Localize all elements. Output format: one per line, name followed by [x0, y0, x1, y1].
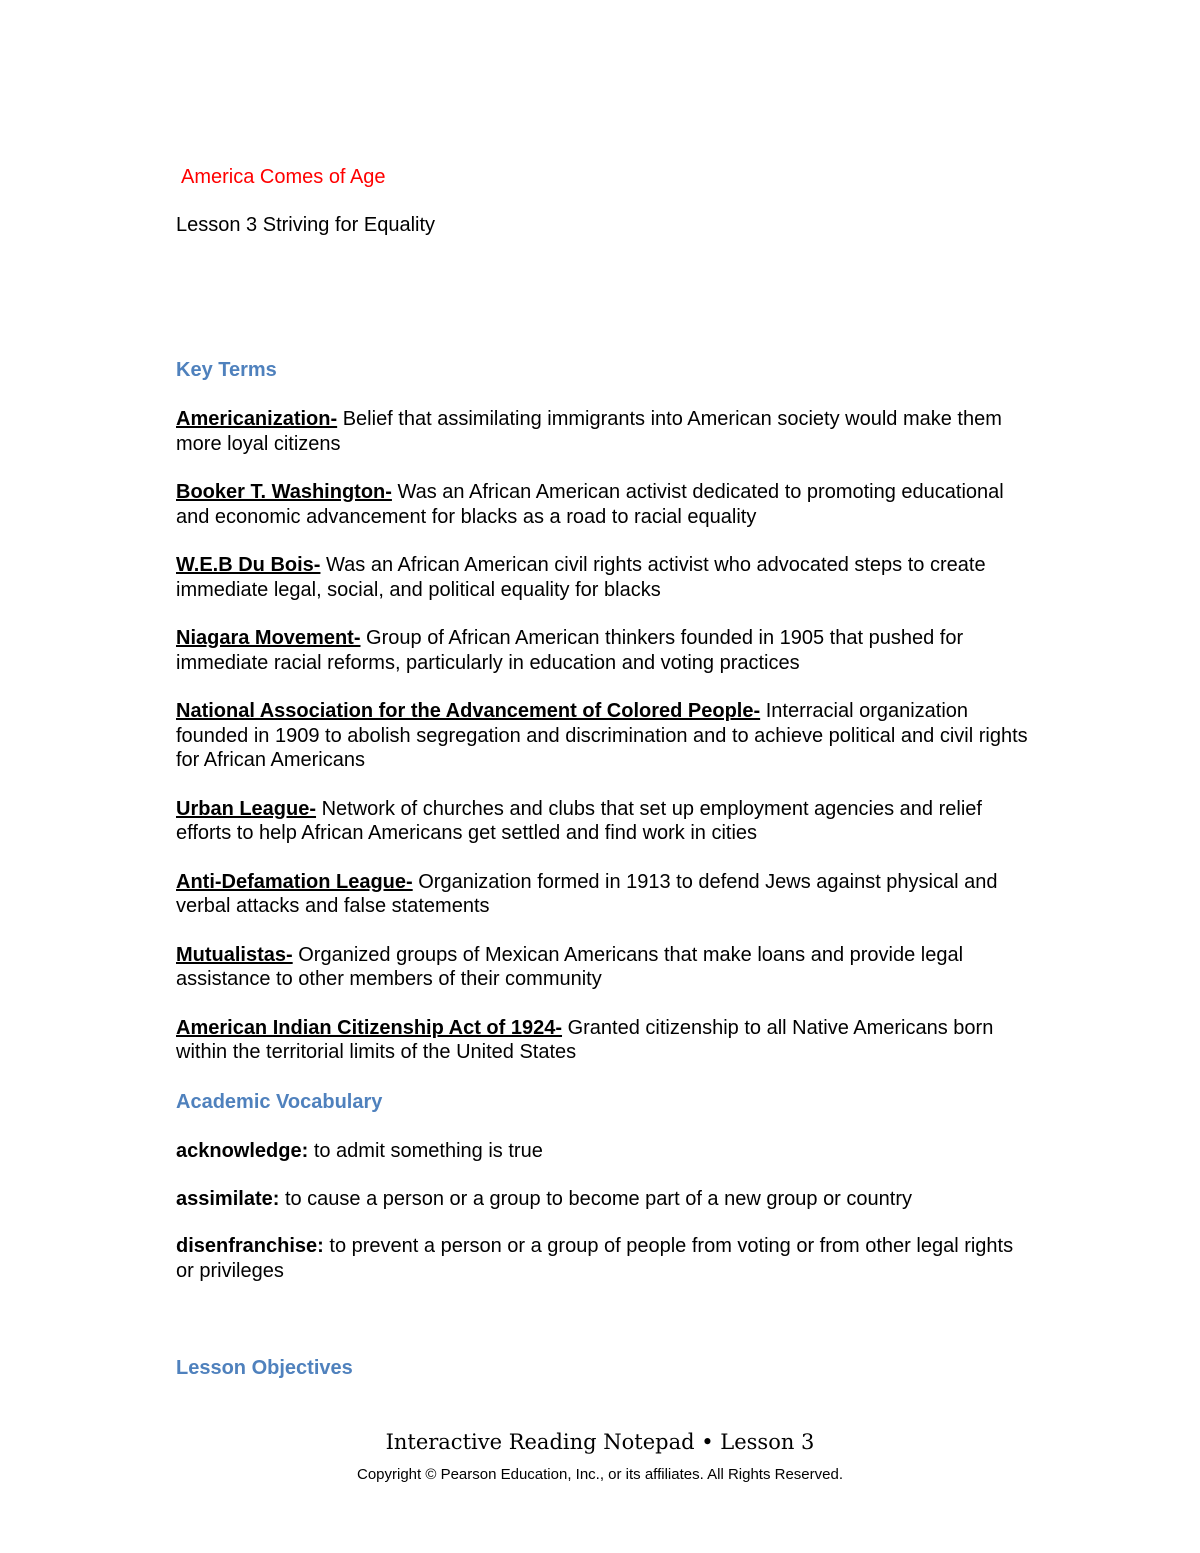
vocab-word: acknowledge:	[176, 1140, 309, 1162]
key-term-item	[176, 870, 1036, 919]
key-terms-list	[176, 407, 1036, 1089]
key-term-item	[176, 480, 1036, 529]
key-term-definition: Belief that assimilating immigrants into American society would make them more loyal citizens	[176, 408, 1002, 455]
key-term-item	[176, 699, 1036, 773]
key-term-definition: Organized groups of Mexican Americans that make loans and provide legal assistance to other members of their community	[176, 943, 964, 990]
unit-title: America Comes of Age	[181, 166, 386, 188]
key-term-name: W.E.B Du Bois-	[176, 554, 321, 576]
key-term-name: Booker T. Washington-	[176, 481, 392, 503]
key-term-definition: Was an African American civil rights activist who advocated steps to create immediate legal, social, and political equality for blacks	[176, 554, 986, 601]
key-term-definition: Interracial organization founded in 1909 to abolish segregation and discrimination and to achieve political and civil rights for African Americans	[176, 700, 1028, 771]
vocab-item	[176, 1139, 1036, 1164]
academic-vocabulary-list	[176, 1139, 1036, 1306]
key-terms-heading: Key Terms	[176, 359, 277, 381]
key-term-name: Americanization-	[176, 408, 338, 430]
vocab-item	[176, 1234, 1036, 1283]
key-term-name: Niagara Movement-	[176, 627, 361, 649]
lesson-title: Lesson 3 Striving for Equality	[176, 214, 436, 236]
footer-title: Interactive Reading Notepad • Lesson 3	[385, 1430, 815, 1454]
key-term-definition: Network of churches and clubs that set up employment agencies and relief efforts to help African Americans get settled and find work in cities	[176, 797, 982, 844]
footer-copyright: Copyright © Pearson Education, Inc., or its affiliates. All Rights Reserved.	[356, 1466, 843, 1483]
vocab-definition: to prevent a person or a group of people from voting or from other legal rights or privileges	[176, 1235, 1014, 1282]
lesson-objectives-heading: Lesson Objectives	[176, 1357, 353, 1379]
academic-vocabulary-heading: Academic Vocabulary	[176, 1091, 383, 1113]
vocab-definition: to admit something is true	[308, 1140, 543, 1162]
key-term-item	[176, 626, 1036, 675]
key-term-item	[176, 407, 1036, 456]
vocab-word: assimilate:	[176, 1187, 280, 1210]
key-term-definition: Was an African American activist dedicated to promoting educational and economic advancement for blacks as a road to racial equality	[176, 481, 1004, 528]
key-term-item	[176, 1016, 1036, 1065]
key-term-definition: Group of African American thinkers founded in 1905 that pushed for immediate racial reforms, particularly in education and voting practices	[176, 627, 964, 674]
vocab-item	[176, 1187, 1036, 1212]
vocab-definition: to cause a person or a group to become part of a new group or country	[279, 1187, 912, 1210]
key-term-name: Urban League-	[176, 797, 317, 820]
key-term-item	[176, 943, 1036, 992]
key-term-definition: Organization formed in 1913 to defend Jews against physical and verbal attacks and false statements	[176, 870, 998, 917]
key-term-definition: Granted citizenship to all Native Americans born within the territorial limits of the United States	[176, 1016, 994, 1063]
key-term-name: National Association for the Advancement of Colored People-	[176, 700, 761, 722]
key-term-item	[176, 797, 1036, 846]
key-term-item	[176, 553, 1036, 602]
key-term-name: Anti-Defamation League-	[176, 870, 413, 893]
key-term-name: Mutualistas-	[176, 943, 293, 966]
key-term-name: American Indian Citizenship Act of 1924-	[176, 1016, 563, 1039]
vocab-word: disenfranchise:	[176, 1235, 324, 1257]
